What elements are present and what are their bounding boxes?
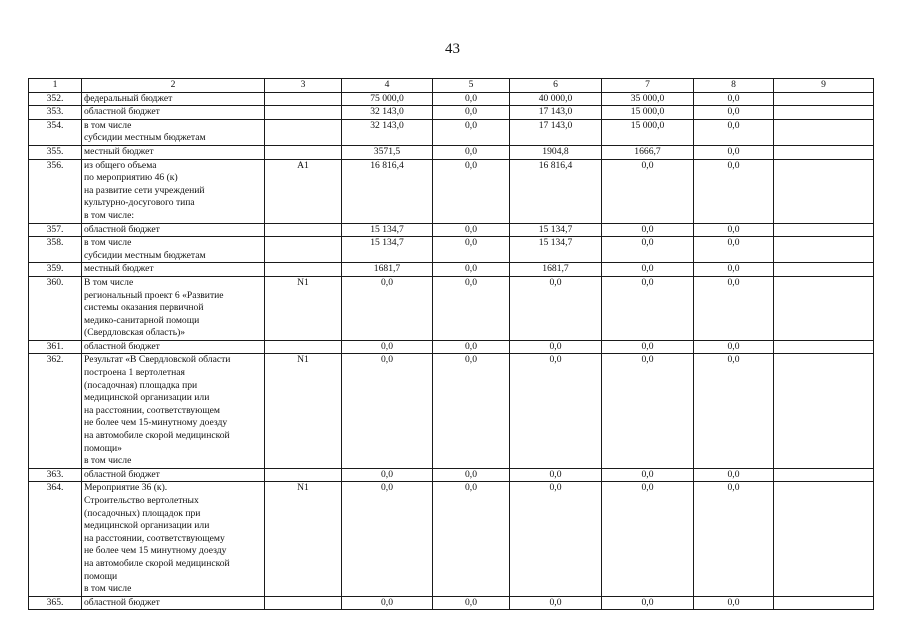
value-cell-col9 (774, 223, 874, 237)
table-row (29, 596, 874, 610)
value-cell-col4: 16 816,4 (342, 159, 433, 223)
column-header: 5 (433, 79, 510, 93)
code-cell (265, 237, 342, 263)
value-cell-col4: 75 000,0 (342, 92, 433, 106)
value-cell-col8: 0,0 (694, 119, 774, 145)
description-cell: областной бюджет (82, 596, 265, 610)
value-cell-col4: 0,0 (342, 482, 433, 596)
table-row (29, 263, 874, 277)
value-cell-col8: 0,0 (694, 223, 774, 237)
value-cell-col7: 0,0 (602, 276, 694, 340)
value-cell-col5: 0,0 (433, 596, 510, 610)
value-cell-col8: 0,0 (694, 92, 774, 106)
value-cell-col5: 0,0 (433, 354, 510, 468)
table-row (29, 119, 874, 145)
table-row (29, 276, 874, 340)
code-cell (265, 92, 342, 106)
value-cell-col9 (774, 92, 874, 106)
value-cell-col7: 0,0 (602, 468, 694, 482)
code-cell (265, 340, 342, 354)
value-cell-col6: 15 134,7 (510, 237, 602, 263)
row-number-cell: 364. (29, 482, 82, 596)
value-cell-col9 (774, 237, 874, 263)
value-cell-col5: 0,0 (433, 468, 510, 482)
code-cell (265, 468, 342, 482)
row-number-cell: 361. (29, 340, 82, 354)
column-header: 4 (342, 79, 433, 93)
code-cell (265, 263, 342, 277)
value-cell-col5: 0,0 (433, 263, 510, 277)
description-cell: В том числе региональный проект 6 «Развитие системы оказания первичной медико-санитарной помощи (Свердловская область)» (82, 276, 265, 340)
value-cell-col5: 0,0 (433, 223, 510, 237)
page-number: 43 (445, 41, 460, 57)
code-cell (265, 106, 342, 120)
value-cell-col8: 0,0 (694, 237, 774, 263)
code-cell: А1 (265, 159, 342, 223)
table-row (29, 354, 874, 468)
row-number-cell: 358. (29, 237, 82, 263)
value-cell-col9 (774, 263, 874, 277)
value-cell-col4: 0,0 (342, 468, 433, 482)
row-number-cell: 352. (29, 92, 82, 106)
description-cell: местный бюджет (82, 263, 265, 277)
value-cell-col5: 0,0 (433, 482, 510, 596)
value-cell-col8: 0,0 (694, 159, 774, 223)
code-cell: N1 (265, 354, 342, 468)
description-cell: областной бюджет (82, 340, 265, 354)
description-cell: областной бюджет (82, 468, 265, 482)
row-number-cell: 356. (29, 159, 82, 223)
value-cell-col8: 0,0 (694, 354, 774, 468)
value-cell-col4: 32 143,0 (342, 119, 433, 145)
value-cell-col9 (774, 276, 874, 340)
value-cell-col8: 0,0 (694, 263, 774, 277)
value-cell-col7: 0,0 (602, 354, 694, 468)
value-cell-col7: 15 000,0 (602, 119, 694, 145)
value-cell-col9 (774, 106, 874, 120)
value-cell-col5: 0,0 (433, 119, 510, 145)
table-row (29, 159, 874, 223)
value-cell-col6: 0,0 (510, 276, 602, 340)
code-cell (265, 223, 342, 237)
code-cell: N1 (265, 482, 342, 596)
row-number-cell: 360. (29, 276, 82, 340)
description-cell: областной бюджет (82, 223, 265, 237)
value-cell-col5: 0,0 (433, 340, 510, 354)
value-cell-col7: 35 000,0 (602, 92, 694, 106)
value-cell-col7: 0,0 (602, 263, 694, 277)
table-row (29, 145, 874, 159)
value-cell-col6: 40 000,0 (510, 92, 602, 106)
value-cell-col5: 0,0 (433, 92, 510, 106)
value-cell-col9 (774, 159, 874, 223)
value-cell-col9 (774, 468, 874, 482)
value-cell-col8: 0,0 (694, 596, 774, 610)
value-cell-col6: 15 134,7 (510, 223, 602, 237)
column-header: 8 (694, 79, 774, 93)
value-cell-col4: 32 143,0 (342, 106, 433, 120)
value-cell-col6: 0,0 (510, 596, 602, 610)
table-row (29, 106, 874, 120)
column-header: 7 (602, 79, 694, 93)
value-cell-col8: 0,0 (694, 340, 774, 354)
value-cell-col6: 0,0 (510, 468, 602, 482)
table-row (29, 223, 874, 237)
code-cell (265, 119, 342, 145)
row-number-cell: 354. (29, 119, 82, 145)
value-cell-col5: 0,0 (433, 106, 510, 120)
row-number-cell: 363. (29, 468, 82, 482)
value-cell-col6: 1904,8 (510, 145, 602, 159)
value-cell-col6: 17 143,0 (510, 106, 602, 120)
value-cell-col5: 0,0 (433, 159, 510, 223)
value-cell-col6: 17 143,0 (510, 119, 602, 145)
row-number-cell: 357. (29, 223, 82, 237)
value-cell-col9 (774, 340, 874, 354)
description-cell: федеральный бюджет (82, 92, 265, 106)
value-cell-col4: 0,0 (342, 276, 433, 340)
value-cell-col6: 1681,7 (510, 263, 602, 277)
column-header: 1 (29, 79, 82, 93)
value-cell-col8: 0,0 (694, 276, 774, 340)
column-header: 9 (774, 79, 874, 93)
table-row (29, 468, 874, 482)
description-cell: областной бюджет (82, 106, 265, 120)
value-cell-col4: 15 134,7 (342, 237, 433, 263)
value-cell-col8: 0,0 (694, 468, 774, 482)
value-cell-col5: 0,0 (433, 145, 510, 159)
value-cell-col6: 0,0 (510, 482, 602, 596)
description-cell: Результат «В Свердловской области построена 1 вертолетная (посадочная) площадка при медицинской организации или на расстоянии, соответствующем не более чем 15-минутному доезду на автомобиле скорой медицинской помощи» в том числе (82, 354, 265, 468)
column-header: 6 (510, 79, 602, 93)
table-header-row (29, 79, 874, 93)
value-cell-col4: 0,0 (342, 354, 433, 468)
column-header: 3 (265, 79, 342, 93)
value-cell-col9 (774, 145, 874, 159)
value-cell-col4: 0,0 (342, 340, 433, 354)
row-number-cell: 362. (29, 354, 82, 468)
budget-table (28, 78, 874, 610)
table-row (29, 482, 874, 596)
table-row (29, 237, 874, 263)
value-cell-col7: 0,0 (602, 482, 694, 596)
table-row (29, 340, 874, 354)
value-cell-col6: 0,0 (510, 354, 602, 468)
description-cell: местный бюджет (82, 145, 265, 159)
value-cell-col4: 0,0 (342, 596, 433, 610)
value-cell-col7: 15 000,0 (602, 106, 694, 120)
value-cell-col7: 0,0 (602, 596, 694, 610)
value-cell-col9 (774, 354, 874, 468)
value-cell-col7: 1666,7 (602, 145, 694, 159)
value-cell-col4: 3571,5 (342, 145, 433, 159)
description-cell: в том числе субсидии местным бюджетам (82, 237, 265, 263)
value-cell-col4: 15 134,7 (342, 223, 433, 237)
value-cell-col7: 0,0 (602, 223, 694, 237)
value-cell-col8: 0,0 (694, 482, 774, 596)
value-cell-col6: 0,0 (510, 340, 602, 354)
description-cell: в том числе субсидии местным бюджетам (82, 119, 265, 145)
description-cell: Мероприятие 36 (к). Строительство вертолетных (посадочных) площадок при медицинской организации или на расстоянии, соответствующему не более чем 15 минутному доезду на автомобиле скорой медицинской помощи в том числе (82, 482, 265, 596)
description-cell: из общего объема по мероприятию 46 (к) на развитие сети учреждений культурно-досугового типа в том числе: (82, 159, 265, 223)
row-number-cell: 355. (29, 145, 82, 159)
column-header: 2 (82, 79, 265, 93)
table-body (29, 92, 874, 610)
value-cell-col9 (774, 482, 874, 596)
value-cell-col9 (774, 596, 874, 610)
row-number-cell: 365. (29, 596, 82, 610)
value-cell-col9 (774, 119, 874, 145)
value-cell-col7: 0,0 (602, 159, 694, 223)
value-cell-col7: 0,0 (602, 237, 694, 263)
code-cell (265, 596, 342, 610)
row-number-cell: 353. (29, 106, 82, 120)
value-cell-col6: 16 816,4 (510, 159, 602, 223)
code-cell: N1 (265, 276, 342, 340)
code-cell (265, 145, 342, 159)
value-cell-col8: 0,0 (694, 145, 774, 159)
value-cell-col7: 0,0 (602, 340, 694, 354)
table-row (29, 92, 874, 106)
value-cell-col5: 0,0 (433, 276, 510, 340)
value-cell-col5: 0,0 (433, 237, 510, 263)
row-number-cell: 359. (29, 263, 82, 277)
value-cell-col4: 1681,7 (342, 263, 433, 277)
value-cell-col8: 0,0 (694, 106, 774, 120)
